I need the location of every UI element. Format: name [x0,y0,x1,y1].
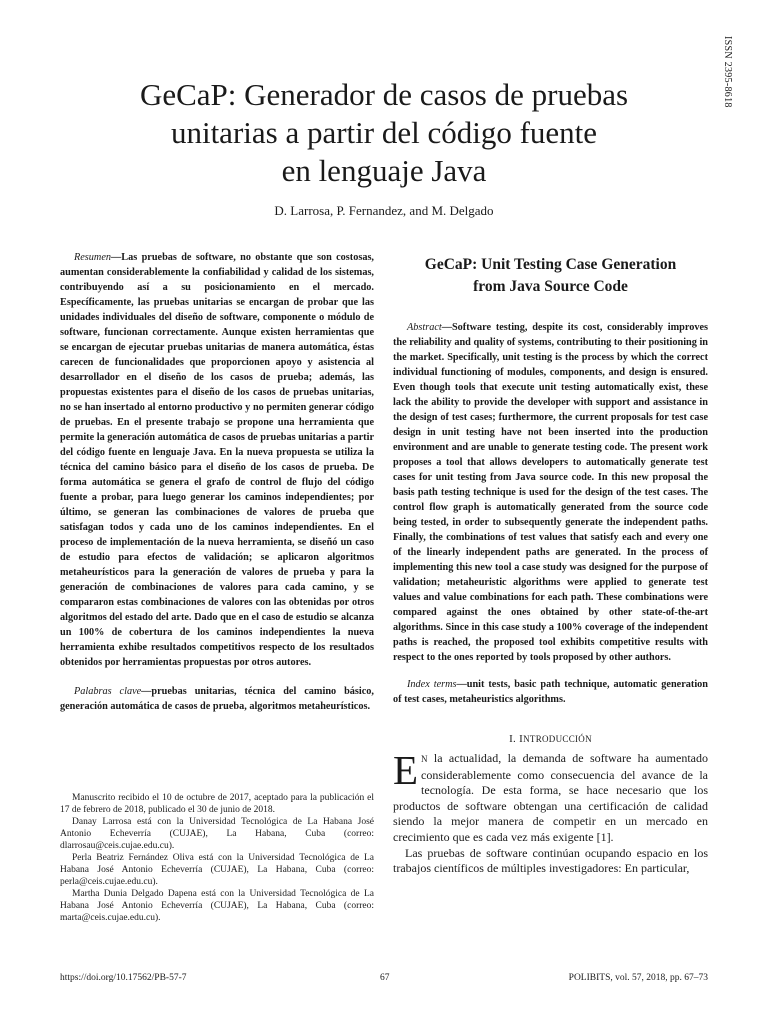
doi-link[interactable]: https://doi.org/10.17562/PB-57-7 [60,973,187,983]
intro-text-1: la actualidad, la demanda de software ha aumentado considerablemente como consecuencia del avance de la tecnología. De esta forma, se hace necesario que los productos de software obtengan una certificación de calidad siendo la mejor manera de competir en un mercado en crecimiento que es cada vez más exigente [1]. [393,751,708,844]
dropcap-rest: N [421,754,428,764]
journal-citation: POLIBITS, vol. 57, 2018, pp. 67–73 [568,973,708,983]
english-title-line: GeCaP: Unit Testing Case Generation [424,256,677,273]
issn-label: ISSN 2395-8618 [722,36,733,108]
keywords-text: pruebas unitarias, técnica del camino básico, generación automática de casos de prueba, algoritmos metaheurísticos. [60,686,374,712]
resumen-dash: — [111,252,122,263]
footnote-author-1: Danay Larrosa está con la Universidad Tecnológica de La Habana José Antonio Echeverría (CUJAE), La Habana, Cuba (correo: dlarrosau@ceis.cujae.edu.cu). [60,817,374,851]
abstract-label: Abstract [407,322,442,333]
right-column [393,254,708,877]
page-number: 67 [380,973,390,983]
keywords-label: Palabras clave [74,686,142,697]
footnote-author-2: Perla Beatriz Fernández Oliva está con la Universidad Tecnológica de La Habana José Antonio Echeverría (CUJAE), La Habana, Cuba (correo: perla@ceis.cujae.edu.cu). [60,853,374,887]
resumen-text: Las pruebas de software, no obstante que son costosas, aumentan considerablemente la confiabilidad y calidad de los sistemas, contribuyendo así a su posicionamiento en el mercado. Específicamente, las pruebas unitarias se encargan de probar que las unidades individuales del diseño de software, componente o módulo de software, funcionan correctamente. Aunque existen herramientas que se encargan de ejecutar pruebas unitarias de manera automática, éstas carecen de funcionalidades que proporcionen apoyo y asistencia al desarrollador en el diseño de los casos de prueba; además, las propuestas existentes para el diseño de los casos de pruebas unitarias, no se han insertado al entorno productivo y no permiten generar código de pruebas. En el presente trabajo se propone una herramienta que permite la generación automática de casos de pruebas unitarias a partir del código fuente en lenguaje Java. En la nueva propuesta se utiliza la técnica del camino básico para el diseño de los casos de prueba. De forma automática se genera el grafo de control de flujo del código fuente a probar, para luego generar los caminos independientes; por último, se generan las combinaciones de valores de prueba que satisfagan todos y cada uno de los caminos independientes. En el proceso de implementación de la nueva herramienta, se diseñó un caso de estudio para efectos de validación; se aplicaron algoritmos metaheurísticos para la generación de valores de prueba y para la generación de combinaciones de valores para cada camino, y se compararon estas combinaciones de valores con las obtenidas por otros algoritmos del estado del arte. Dado que en el caso de estudio se alcanza un 100% de cobertura de los caminos independientes la nueva herramienta exhibe resultados competitivos respecto de los resultados obtenidos por herramientas propuestas por otros autores. [60,252,374,668]
intro-paragraph-2: Las pruebas de software continúan ocupando espacio en los trabajos científicos de múltiples investigadores: En particular, [393,845,708,876]
left-column [60,250,374,714]
section-title-rest: NTRODUCCIÓN [523,734,592,744]
footnote-author-3: Martha Dunia Delgado Dapena está con la Universidad Tecnológica de La Habana José Antonio Echeverría (CUJAE), La Habana, Cuba (correo: marta@ceis.cujae.edu.cu). [60,889,374,923]
paper-title-line: unitarias a partir del código fuente [170,115,598,150]
authors: D. Larrosa, P. Fernandez, and M. Delgado [274,203,494,218]
english-title [393,254,708,298]
abstract-text: Software testing, despite its cost, considerably improves the reliability and quality of systems, contributing to their positioning in the market. Specifically, unit testing is the process by which the correct individual functioning of modules, components, and design is ensured. Even though tools that execute unit testing automatically exist, these lack the ability to provide the developer with support and assistance in the design of test cases; furthermore, the current proposals for test case design in unit testing have not been inserted into the production environment and are unable to generate testing code. The present work proposes a tool that allows developers to automatically generate test cases for unit testing from Java source code. In this new proposal the basis path testing technique is used for the design of the test cases. The control flow graph is automatically generated from the source code being tested, in order to subsequently generate the independent paths. Finally, the combinations of test values that satisfy each and every one of the linearly independent paths are generated. In the process of implementing this new tool a case study was designed for the purpose of validation; metaheuristic algorithms were applied to generate test values and value combinations for each path. These combinations were compared against the ones obtained by other state-of-the-art algorithms. Since in this case study a 100% coverage of the independent paths is reached, the proposed tool exhibits competitive results with respect to the ones reported by tools proposed by other authors. [393,322,708,663]
index-terms-paragraph [393,677,708,707]
section-title-first: I [519,733,524,745]
section-heading [393,733,708,745]
resumen-label: Resumen [74,252,112,263]
intro-paragraph-1 [393,747,708,846]
paper-title-line: GeCaP: Generador de casos de pruebas [139,77,629,112]
keywords-paragraph [60,684,374,714]
english-title-line: from Java Source Code [473,278,628,295]
resumen-paragraph [60,250,374,670]
abstract-dash: — [441,322,452,333]
paper-title-line: en lenguaje Java [281,153,487,188]
keywords-dash: — [141,686,152,697]
footnotes [60,792,374,924]
paper-title [60,76,708,190]
footnote-received: Manuscrito recibido el 10 de octubre de 2017, aceptado para la publicación el 17 de febrero de 2018, publicado el 30 de junio de 2018. [60,793,374,815]
index-terms-text: unit tests, basic path technique, automatic generation of test cases, metaheuristics algorithms. [393,679,708,705]
index-terms-label: Index terms [407,679,457,690]
section-number: I. [509,733,517,745]
index-terms-dash: — [456,679,467,690]
abstract-paragraph [393,320,708,665]
drop-cap: E [393,747,419,793]
